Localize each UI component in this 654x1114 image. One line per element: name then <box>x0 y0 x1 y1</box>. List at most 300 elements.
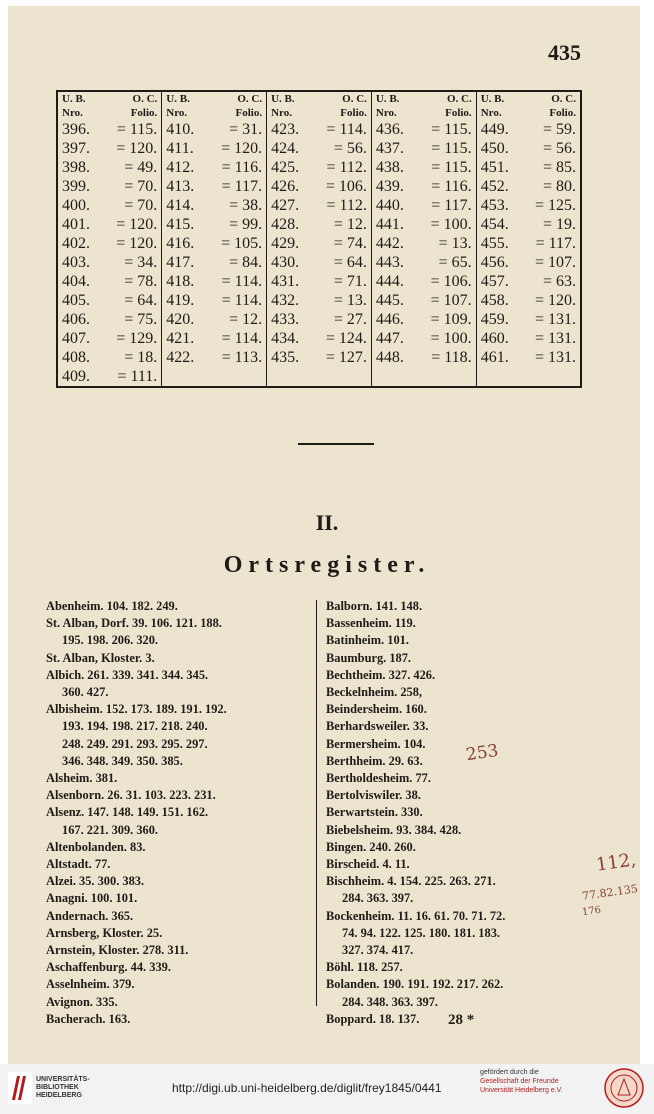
oc-folio: = 65. <box>438 254 472 271</box>
table-cell <box>371 253 476 272</box>
register-entry: Arnstein, Kloster. 278. 311. <box>46 943 189 958</box>
oc-folio: = 115. <box>431 159 472 176</box>
ub-number: 401. <box>62 216 90 233</box>
ub-number: 410. <box>166 121 195 138</box>
table-cell <box>371 329 476 348</box>
register-entry: Bolanden. 190. 191. 192. 217. 262. <box>326 977 504 992</box>
oc-folio: = 106. <box>430 273 472 290</box>
table-cell <box>476 310 581 329</box>
header-right: Folio. <box>549 107 576 119</box>
oc-folio: = 13. <box>333 292 367 309</box>
oc-folio: = 27. <box>333 311 367 328</box>
header-left: Nro. <box>166 107 188 119</box>
ub-number: 396. <box>62 121 90 138</box>
oc-folio: = 56. <box>333 140 367 157</box>
table-cell <box>162 329 267 348</box>
header-cell <box>267 106 372 120</box>
ub-number: 434. <box>271 330 300 347</box>
ub-number: 430. <box>271 254 300 271</box>
header-right: O. C. <box>551 93 576 105</box>
register-entry: Alsheim. 381. <box>46 771 118 786</box>
register-entry: Bingen. 240. 260. <box>326 839 416 854</box>
ub-number: 409. <box>62 368 90 385</box>
table-cell <box>162 348 267 367</box>
oc-folio: = 120. <box>221 140 263 157</box>
header-cell <box>57 91 162 106</box>
ub-number: 439. <box>375 178 404 195</box>
ub-number: 413. <box>166 178 195 195</box>
register-entry-continuation: 195. 198. 206. 320. <box>62 633 159 648</box>
register-entry: Birscheid. 4. 11. <box>326 857 410 872</box>
table-cell <box>267 329 372 348</box>
table-row <box>57 272 581 291</box>
table-cell <box>267 196 372 215</box>
oc-folio: = 12. <box>229 311 263 328</box>
register-entry: Altstadt. 77. <box>46 857 111 872</box>
oc-folio: = 114. <box>221 292 263 309</box>
oc-folio: = 18. <box>124 349 158 366</box>
ub-number: 405. <box>62 292 90 309</box>
oc-folio: = 120. <box>116 216 158 233</box>
table-cell <box>267 139 372 158</box>
section-number: II. <box>315 510 339 535</box>
register-entry: Bertolviswiler. 38. <box>326 788 421 803</box>
oc-folio: = 111. <box>117 368 158 385</box>
header-right: O. C. <box>132 93 158 105</box>
table-cell <box>162 367 267 387</box>
table-cell <box>162 310 267 329</box>
table-cell <box>162 234 267 253</box>
ub-number: 418. <box>166 273 195 290</box>
separator-rule <box>298 443 374 445</box>
ub-number: 433. <box>271 311 300 328</box>
table-cell <box>476 139 581 158</box>
table-cell <box>476 329 581 348</box>
header-right: Folio. <box>235 107 263 119</box>
oc-folio: = 38. <box>229 197 263 214</box>
oc-folio: = 113. <box>221 349 263 366</box>
ub-number: 404. <box>62 273 90 290</box>
oc-folio: = 100. <box>430 216 472 233</box>
ub-number: 400. <box>62 197 90 214</box>
oc-folio: = 105. <box>221 235 263 252</box>
register-entry: Berwartstein. 330. <box>326 805 423 820</box>
oc-folio: = 117. <box>221 178 263 195</box>
table-cell <box>267 253 372 272</box>
ub-number: 402. <box>62 235 90 252</box>
table-row <box>57 329 581 348</box>
header-cell <box>371 91 476 106</box>
table-row <box>57 291 581 310</box>
table-row <box>57 139 581 158</box>
table-cell <box>162 253 267 272</box>
ub-number: 437. <box>375 140 404 157</box>
table-cell <box>476 196 581 215</box>
oc-folio: = 115. <box>431 140 472 157</box>
table-cell <box>267 310 372 329</box>
table-cell <box>371 291 476 310</box>
ub-number: 438. <box>375 159 404 176</box>
ub-number: 428. <box>271 216 300 233</box>
oc-folio: = 116. <box>431 178 472 195</box>
table-cell <box>267 158 372 177</box>
oc-folio: = 120. <box>116 140 158 157</box>
table-cell <box>162 215 267 234</box>
table-cell <box>162 177 267 196</box>
oc-folio: = 64. <box>124 292 158 309</box>
header-right: Folio. <box>445 107 472 119</box>
register-entry: Abenheim. 104. 182. 249. <box>46 599 178 613</box>
register-column-left <box>46 598 326 1028</box>
table-cell <box>57 348 162 367</box>
header-left: U. B. <box>62 93 86 105</box>
register-entry: Albich. 261. 339. 341. 344. 345. <box>46 667 209 682</box>
ub-number: 448. <box>375 349 404 366</box>
register-entry: Berhardsweiler. 33. <box>326 719 429 734</box>
ub-number: 414. <box>166 197 195 214</box>
university-seal-icon <box>604 1068 644 1108</box>
oc-folio: = 118. <box>431 349 472 366</box>
table-cell <box>371 120 476 139</box>
register-entry: St. Alban, Kloster. 3. <box>46 650 155 665</box>
header-left: U. B. <box>271 93 295 105</box>
header-cell <box>162 91 267 106</box>
header-left: Nro. <box>62 107 83 119</box>
register-entry-continuation: 167. 221. 309. 360. <box>62 822 159 837</box>
ub-number: 407. <box>62 330 90 347</box>
register-entry: Alsenborn. 26. 31. 103. 223. 231. <box>46 788 216 803</box>
table-row <box>57 234 581 253</box>
table-cell <box>476 177 581 196</box>
oc-folio: = 12. <box>333 216 367 233</box>
oc-folio: = 85. <box>542 159 576 176</box>
register-entry-continuation: 248. 249. 291. 293. 295. 297. <box>62 736 208 751</box>
table-cell <box>371 139 476 158</box>
register-entry: Bacherach. 163. <box>46 1011 131 1026</box>
header-right: Folio. <box>340 107 367 119</box>
oc-folio: = 49. <box>124 159 158 176</box>
table-cell <box>476 272 581 291</box>
ub-number: 425. <box>271 159 300 176</box>
table-cell <box>57 120 162 139</box>
oc-folio: = 70. <box>124 197 158 214</box>
register-column-right <box>326 598 606 1028</box>
ub-number: 442. <box>375 235 404 252</box>
concordance-table <box>56 90 582 388</box>
table-cell <box>371 367 476 387</box>
table-cell <box>162 196 267 215</box>
ub-number: 426. <box>271 178 300 195</box>
register-entry: Bechtheim. 327. 426. <box>326 667 436 682</box>
oc-folio: = 129. <box>116 330 158 347</box>
oc-folio: = 127. <box>325 349 367 366</box>
ub-number: 435. <box>271 349 300 366</box>
register-entry: Aschaffenburg. 44. 339. <box>46 960 171 975</box>
oc-folio: = 84. <box>229 254 263 271</box>
table-header-row <box>57 106 581 120</box>
register-entry: Böhl. 118. 257. <box>326 960 403 975</box>
oc-folio: = 131. <box>534 330 576 347</box>
register-entry-continuation: 327. 374. 417. <box>342 943 414 958</box>
table-cell <box>162 291 267 310</box>
table-cell <box>267 291 372 310</box>
table-cell <box>57 367 162 387</box>
register-entry: Bermersheim. 104. <box>326 736 426 751</box>
oc-folio: = 131. <box>534 349 576 366</box>
register-entry: Alzei. 35. 300. 383. <box>46 874 145 889</box>
ub-number: 447. <box>375 330 404 347</box>
header-cell <box>57 106 162 120</box>
register-entry: Biebelsheim. 93. 384. 428. <box>326 822 462 837</box>
oc-folio: = 114. <box>221 330 263 347</box>
oc-folio: = 106. <box>325 178 367 195</box>
table-cell <box>267 272 372 291</box>
table-cell <box>57 158 162 177</box>
register-entry: Alsenz. 147. 148. 149. 151. 162. <box>46 805 209 820</box>
ub-number: 403. <box>62 254 90 271</box>
table-cell <box>57 329 162 348</box>
oc-folio: = 120. <box>534 292 576 309</box>
table-row <box>57 253 581 272</box>
table-row <box>57 177 581 196</box>
register-entry: Bockenheim. 11. 16. 61. 70. 71. 72. <box>326 908 506 923</box>
table-cell <box>476 215 581 234</box>
register-entry: Avignon. 335. <box>46 994 118 1009</box>
header-cell <box>267 91 372 106</box>
handwritten-note: 112, <box>594 849 638 876</box>
register-entry: Baumburg. 187. <box>326 650 412 665</box>
table-cell <box>371 158 476 177</box>
ub-number: 421. <box>166 330 195 347</box>
footer-bar <box>0 1064 654 1114</box>
oc-folio: = 107. <box>430 292 472 309</box>
ub-number: 461. <box>480 349 509 366</box>
ub-number: 424. <box>271 140 300 157</box>
permalink-url[interactable]: http://digi.ub.uni-heidelberg.de/diglit/frey1845/0441 <box>172 1081 442 1095</box>
register-entry-continuation: 284. 348. 363. 397. <box>342 994 439 1009</box>
table-cell <box>476 348 581 367</box>
oc-folio: = 59. <box>542 121 576 138</box>
ub-number: 417. <box>166 254 195 271</box>
register-entry: Balborn. 141. 148. <box>326 599 423 613</box>
table-cell <box>371 234 476 253</box>
register-entry: Andernach. 365. <box>46 908 134 923</box>
register-entry: Asselnheim. 379. <box>46 977 135 992</box>
register-entry: Arnsberg, Kloster. 25. <box>46 925 163 940</box>
header-cell <box>371 106 476 120</box>
ub-number: 459. <box>480 311 509 328</box>
register-entry: Albisheim. 152. 173. 189. 191. 192. <box>46 702 227 717</box>
library-logo-icon <box>8 1072 32 1104</box>
oc-folio: = 116. <box>221 159 263 176</box>
header-cell <box>162 106 267 120</box>
table-row <box>57 196 581 215</box>
ub-number: 440. <box>375 197 404 214</box>
table-cell <box>162 272 267 291</box>
oc-folio: = 112. <box>326 197 367 214</box>
ub-number: 427. <box>271 197 300 214</box>
handwritten-note: 176 <box>581 904 602 919</box>
ub-number: 420. <box>166 311 195 328</box>
header-left: Nro. <box>271 107 292 119</box>
oc-folio: = 19. <box>542 216 576 233</box>
oc-folio: = 63. <box>542 273 576 290</box>
table-cell <box>371 177 476 196</box>
oc-folio: = 75. <box>124 311 158 328</box>
table-cell <box>162 139 267 158</box>
oc-folio: = 70. <box>124 178 158 195</box>
register-entry: Beckelnheim. 258, <box>326 685 423 700</box>
table-cell <box>57 310 162 329</box>
oc-folio: = 78. <box>124 273 158 290</box>
oc-folio: = 31. <box>229 121 263 138</box>
register-entry-continuation: 74. 94. 122. 125. 180. 181. 183. <box>342 925 500 940</box>
table-cell <box>267 215 372 234</box>
oc-folio: = 71. <box>333 273 367 290</box>
register-entry: Anagni. 100. 101. <box>46 891 138 906</box>
oc-folio: = 107. <box>534 254 576 271</box>
ub-number: 412. <box>166 159 195 176</box>
library-name: UNIVERSITÄTS- BIBLIOTHEK HEIDELBERG <box>36 1076 90 1099</box>
register-entry-continuation: 193. 194. 198. 217. 218. 240. <box>62 719 208 734</box>
table-row <box>57 158 581 177</box>
table-cell <box>267 348 372 367</box>
table-row <box>57 367 581 387</box>
header-right: O. C. <box>342 93 367 105</box>
table-cell <box>371 310 476 329</box>
table-cell <box>371 272 476 291</box>
table-cell <box>57 272 162 291</box>
oc-folio: = 120. <box>116 235 158 252</box>
table-cell <box>371 348 476 367</box>
header-right: Folio. <box>130 107 158 119</box>
table-cell <box>57 139 162 158</box>
ub-number: 455. <box>480 235 509 252</box>
header-left: U. B. <box>375 93 400 105</box>
table-row <box>57 348 581 367</box>
oc-folio: = 112. <box>326 159 367 176</box>
register-entry: Batinheim. 101. <box>326 633 409 648</box>
header-left: Nro. <box>480 107 502 119</box>
table-cell <box>57 234 162 253</box>
ub-number: 406. <box>62 311 90 328</box>
ub-number: 416. <box>166 235 195 252</box>
table-header-row <box>57 91 581 106</box>
oc-folio: = 109. <box>430 311 472 328</box>
header-cell <box>476 106 581 120</box>
oc-folio: = 100. <box>430 330 472 347</box>
table-cell <box>267 367 372 387</box>
oc-folio: = 64. <box>333 254 367 271</box>
table-cell <box>476 120 581 139</box>
ub-number: 422. <box>166 349 195 366</box>
ub-number: 415. <box>166 216 195 233</box>
table-cell <box>476 367 581 387</box>
ub-number: 456. <box>480 254 509 271</box>
oc-folio: = 13. <box>438 235 472 252</box>
table-cell <box>57 291 162 310</box>
oc-folio: = 74. <box>333 235 367 252</box>
register-entry: Altenbolanden. 83. <box>46 839 146 854</box>
ub-number: 457. <box>480 273 509 290</box>
ub-number: 449. <box>480 121 509 138</box>
table-cell <box>162 158 267 177</box>
ub-number: 445. <box>375 292 404 309</box>
table-cell <box>267 120 372 139</box>
table-cell <box>267 177 372 196</box>
handwritten-note: 253 <box>464 740 500 766</box>
ub-number: 454. <box>480 216 509 233</box>
page-number: 435 <box>548 40 581 65</box>
header-left: Nro. <box>375 107 397 119</box>
register-entry: Beindersheim. 160. <box>326 702 427 717</box>
register-entry: Bertholdesheim. 77. <box>326 771 431 786</box>
table-cell <box>57 196 162 215</box>
register-entry: Bischheim. 4. 154. 225. 263. 271. <box>326 874 496 889</box>
register-entry: St. Alban, Dorf. 39. 106. 121. 188. <box>46 616 222 631</box>
table-cell <box>57 177 162 196</box>
table-cell <box>57 253 162 272</box>
ub-number: 419. <box>166 292 195 309</box>
register-entry-continuation: 346. 348. 349. 350. 385. <box>62 753 183 768</box>
ub-number: 446. <box>375 311 404 328</box>
header-left: U. B. <box>480 93 505 105</box>
ub-number: 399. <box>62 178 90 195</box>
section-title: Ortsregister. <box>223 552 431 578</box>
header-right: O. C. <box>237 93 263 105</box>
ub-number: 460. <box>480 330 509 347</box>
ub-number: 398. <box>62 159 90 176</box>
handwritten-note: 77.82.135 <box>581 882 639 903</box>
table-row <box>57 120 581 139</box>
table-cell <box>476 253 581 272</box>
ub-number: 452. <box>480 178 509 195</box>
oc-folio: = 117. <box>431 197 472 214</box>
table-cell <box>267 234 372 253</box>
ub-number: 432. <box>271 292 300 309</box>
table-cell <box>371 196 476 215</box>
oc-folio: = 115. <box>431 121 472 138</box>
ub-number: 436. <box>375 121 404 138</box>
oc-folio: = 56. <box>542 140 576 157</box>
table-cell <box>476 234 581 253</box>
ub-number: 451. <box>480 159 509 176</box>
ub-number: 441. <box>375 216 404 233</box>
ub-number: 429. <box>271 235 300 252</box>
register-entry-continuation: 360. 427. <box>62 685 109 700</box>
table-cell <box>162 120 267 139</box>
oc-folio: = 131. <box>534 311 576 328</box>
table-row <box>57 215 581 234</box>
register-entry: Berthheim. 29. 63. <box>326 753 423 768</box>
table-row <box>57 310 581 329</box>
table-cell <box>57 215 162 234</box>
oc-folio: = 117. <box>535 235 576 252</box>
register-entry: Bassenheim. 119. <box>326 616 416 631</box>
header-cell <box>476 91 581 106</box>
ub-number: 458. <box>480 292 509 309</box>
header-left: U. B. <box>166 93 190 105</box>
table-cell <box>476 158 581 177</box>
ub-number: 423. <box>271 121 300 138</box>
oc-folio: = 124. <box>325 330 367 347</box>
ub-number: 431. <box>271 273 300 290</box>
column-divider <box>316 600 317 1006</box>
oc-folio: = 125. <box>534 197 576 214</box>
ub-number: 453. <box>480 197 509 214</box>
oc-folio: = 34. <box>124 254 158 271</box>
ub-number: 408. <box>62 349 90 366</box>
